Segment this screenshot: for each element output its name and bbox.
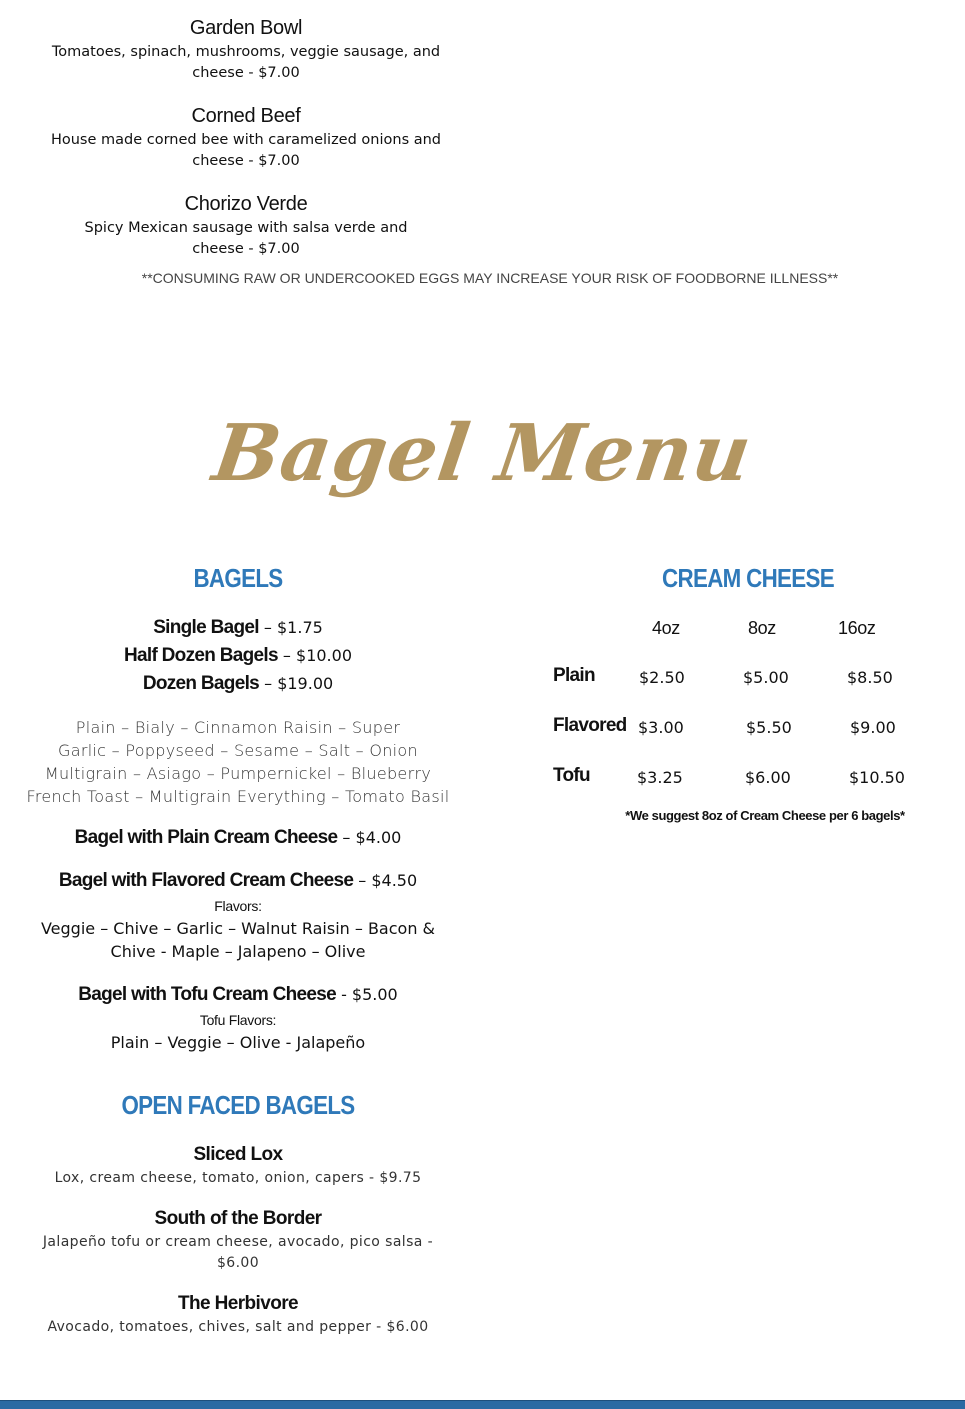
tofu-cream-cheese-block: [30, 981, 446, 1054]
item-desc: Lox, cream cheese, tomato, onion, capers - $9.75: [54, 1170, 422, 1186]
size-header-16oz: 16oz: [838, 618, 876, 638]
footer-bar: [0, 1400, 965, 1409]
cc-row-tofu-label: Tofu: [553, 765, 590, 786]
breakfast-item-garden-bowl: [40, 16, 452, 84]
price-line-half-dozen: [30, 642, 446, 670]
price-value: – $4.50: [353, 871, 418, 890]
variety-line: Plain – Bialy – Cinnamon Raisin – Super: [75, 718, 401, 737]
breakfast-item-corned-beef: [40, 104, 452, 172]
cc-tofu-4oz: $3.25: [637, 768, 683, 787]
price-value: – $19.00: [259, 674, 334, 693]
cc-plain-16oz: $8.50: [847, 668, 893, 687]
cc-flavored-16oz: $9.00: [850, 718, 896, 737]
cc-plain-8oz: $5.00: [743, 668, 789, 687]
variety-line: Garlic – Poppyseed – Sesame – Salt – Onion: [58, 741, 418, 760]
price-label: Bagel with Plain Cream Cheese: [74, 827, 338, 848]
cc-flavored-8oz: $5.50: [746, 718, 792, 737]
variety-line: Multigrain – Asiago – Pumpernickel – Blueberry: [44, 764, 432, 783]
item-desc: Avocado, tomatoes, chives, salt and pepper - $6.00: [47, 1319, 429, 1335]
price-value: – $10.00: [277, 646, 352, 665]
cream-cheese-section-title: CREAM CHEESE: [662, 563, 834, 593]
size-header-4oz: 4oz: [652, 618, 680, 638]
price-value: – $4.00: [337, 828, 402, 847]
cream-cheese-note: *We suggest 8oz of Cream Cheese per 6 bagels*: [625, 808, 905, 823]
item-desc: Jalapeño tofu or cream cheese, avocado, pico salsa -: [42, 1234, 434, 1250]
breakfast-item-chorizo-verde: [40, 192, 452, 260]
item-desc-price: $6.00: [216, 1255, 260, 1271]
food-safety-warning: **CONSUMING RAW OR UNDERCOOKED EGGS MAY INCREASE YOUR RISK OF FOODBORNE ILLNESS**: [141, 270, 839, 286]
cc-tofu-16oz: $10.50: [849, 768, 905, 787]
price-label: Dozen Bagels: [142, 673, 260, 694]
price-label: Single Bagel: [153, 617, 259, 638]
bagel-varieties: [22, 716, 454, 808]
price-line-single: [30, 614, 446, 642]
item-desc: Tomatoes, spinach, mushrooms, veggie sausage, and: [51, 44, 441, 60]
item-name: Garden Bowl: [189, 17, 303, 39]
item-name: Sliced Lox: [193, 1144, 283, 1165]
cc-plain-4oz: $2.50: [639, 668, 685, 687]
item-desc: House made corned bee with caramelized onions and: [50, 132, 442, 148]
flavored-cream-cheese-block: [30, 867, 446, 963]
item-name: Corned Beef: [191, 105, 301, 127]
item-desc-price: cheese - $7.00: [192, 65, 300, 81]
flavored-cream-cheese-line: [30, 867, 446, 895]
open-faced-item-south-of-the-border: [30, 1206, 446, 1274]
cc-row-plain-label: Plain: [553, 665, 595, 686]
item-name: The Herbivore: [178, 1293, 298, 1314]
item-desc-price: cheese - $7.00: [192, 241, 300, 257]
cc-row-flavored-label: Flavored: [553, 715, 627, 736]
price-value: - $5.00: [335, 985, 398, 1004]
price-label: Half Dozen Bagels: [123, 645, 278, 666]
flavors-line: Veggie – Chive – Garlic – Walnut Raisin – Bacon &: [40, 919, 436, 938]
item-name: Chorizo Verde: [184, 193, 308, 215]
cc-flavored-4oz: $3.00: [638, 718, 684, 737]
open-faced-item-sliced-lox: [30, 1142, 446, 1189]
flavors-label: Flavors:: [214, 898, 262, 914]
open-faced-section-title: OPEN FACED BAGELS: [121, 1090, 355, 1120]
item-desc: Spicy Mexican sausage with salsa verde and: [84, 220, 408, 236]
size-header-8oz: 8oz: [748, 618, 776, 638]
flavors-line: Chive - Maple – Jalapeno – Olive: [110, 942, 366, 961]
open-faced-item-the-herbivore: [30, 1291, 446, 1338]
price-line-dozen: [30, 670, 446, 698]
bagels-section-title: BAGELS: [193, 563, 283, 593]
menu-title: Bagel Menu: [207, 408, 758, 499]
tofu-flavors-line: Plain – Veggie – Olive - Jalapeño: [110, 1033, 366, 1052]
item-name: South of the Border: [154, 1208, 322, 1229]
price-value: – $1.75: [258, 618, 323, 637]
variety-line: French Toast – Multigrain Everything – Tomato Basil: [26, 787, 450, 806]
tofu-flavors-label: Tofu Flavors:: [199, 1012, 277, 1028]
price-label: Bagel with Flavored Cream Cheese: [58, 870, 354, 891]
cc-tofu-8oz: $6.00: [745, 768, 791, 787]
price-label: Bagel with Tofu Cream Cheese: [78, 984, 336, 1005]
bagel-prices: [30, 614, 446, 698]
plain-cream-cheese-line: [30, 824, 446, 852]
item-desc-price: cheese - $7.00: [192, 153, 300, 169]
tofu-cream-cheese-line: [30, 981, 446, 1009]
